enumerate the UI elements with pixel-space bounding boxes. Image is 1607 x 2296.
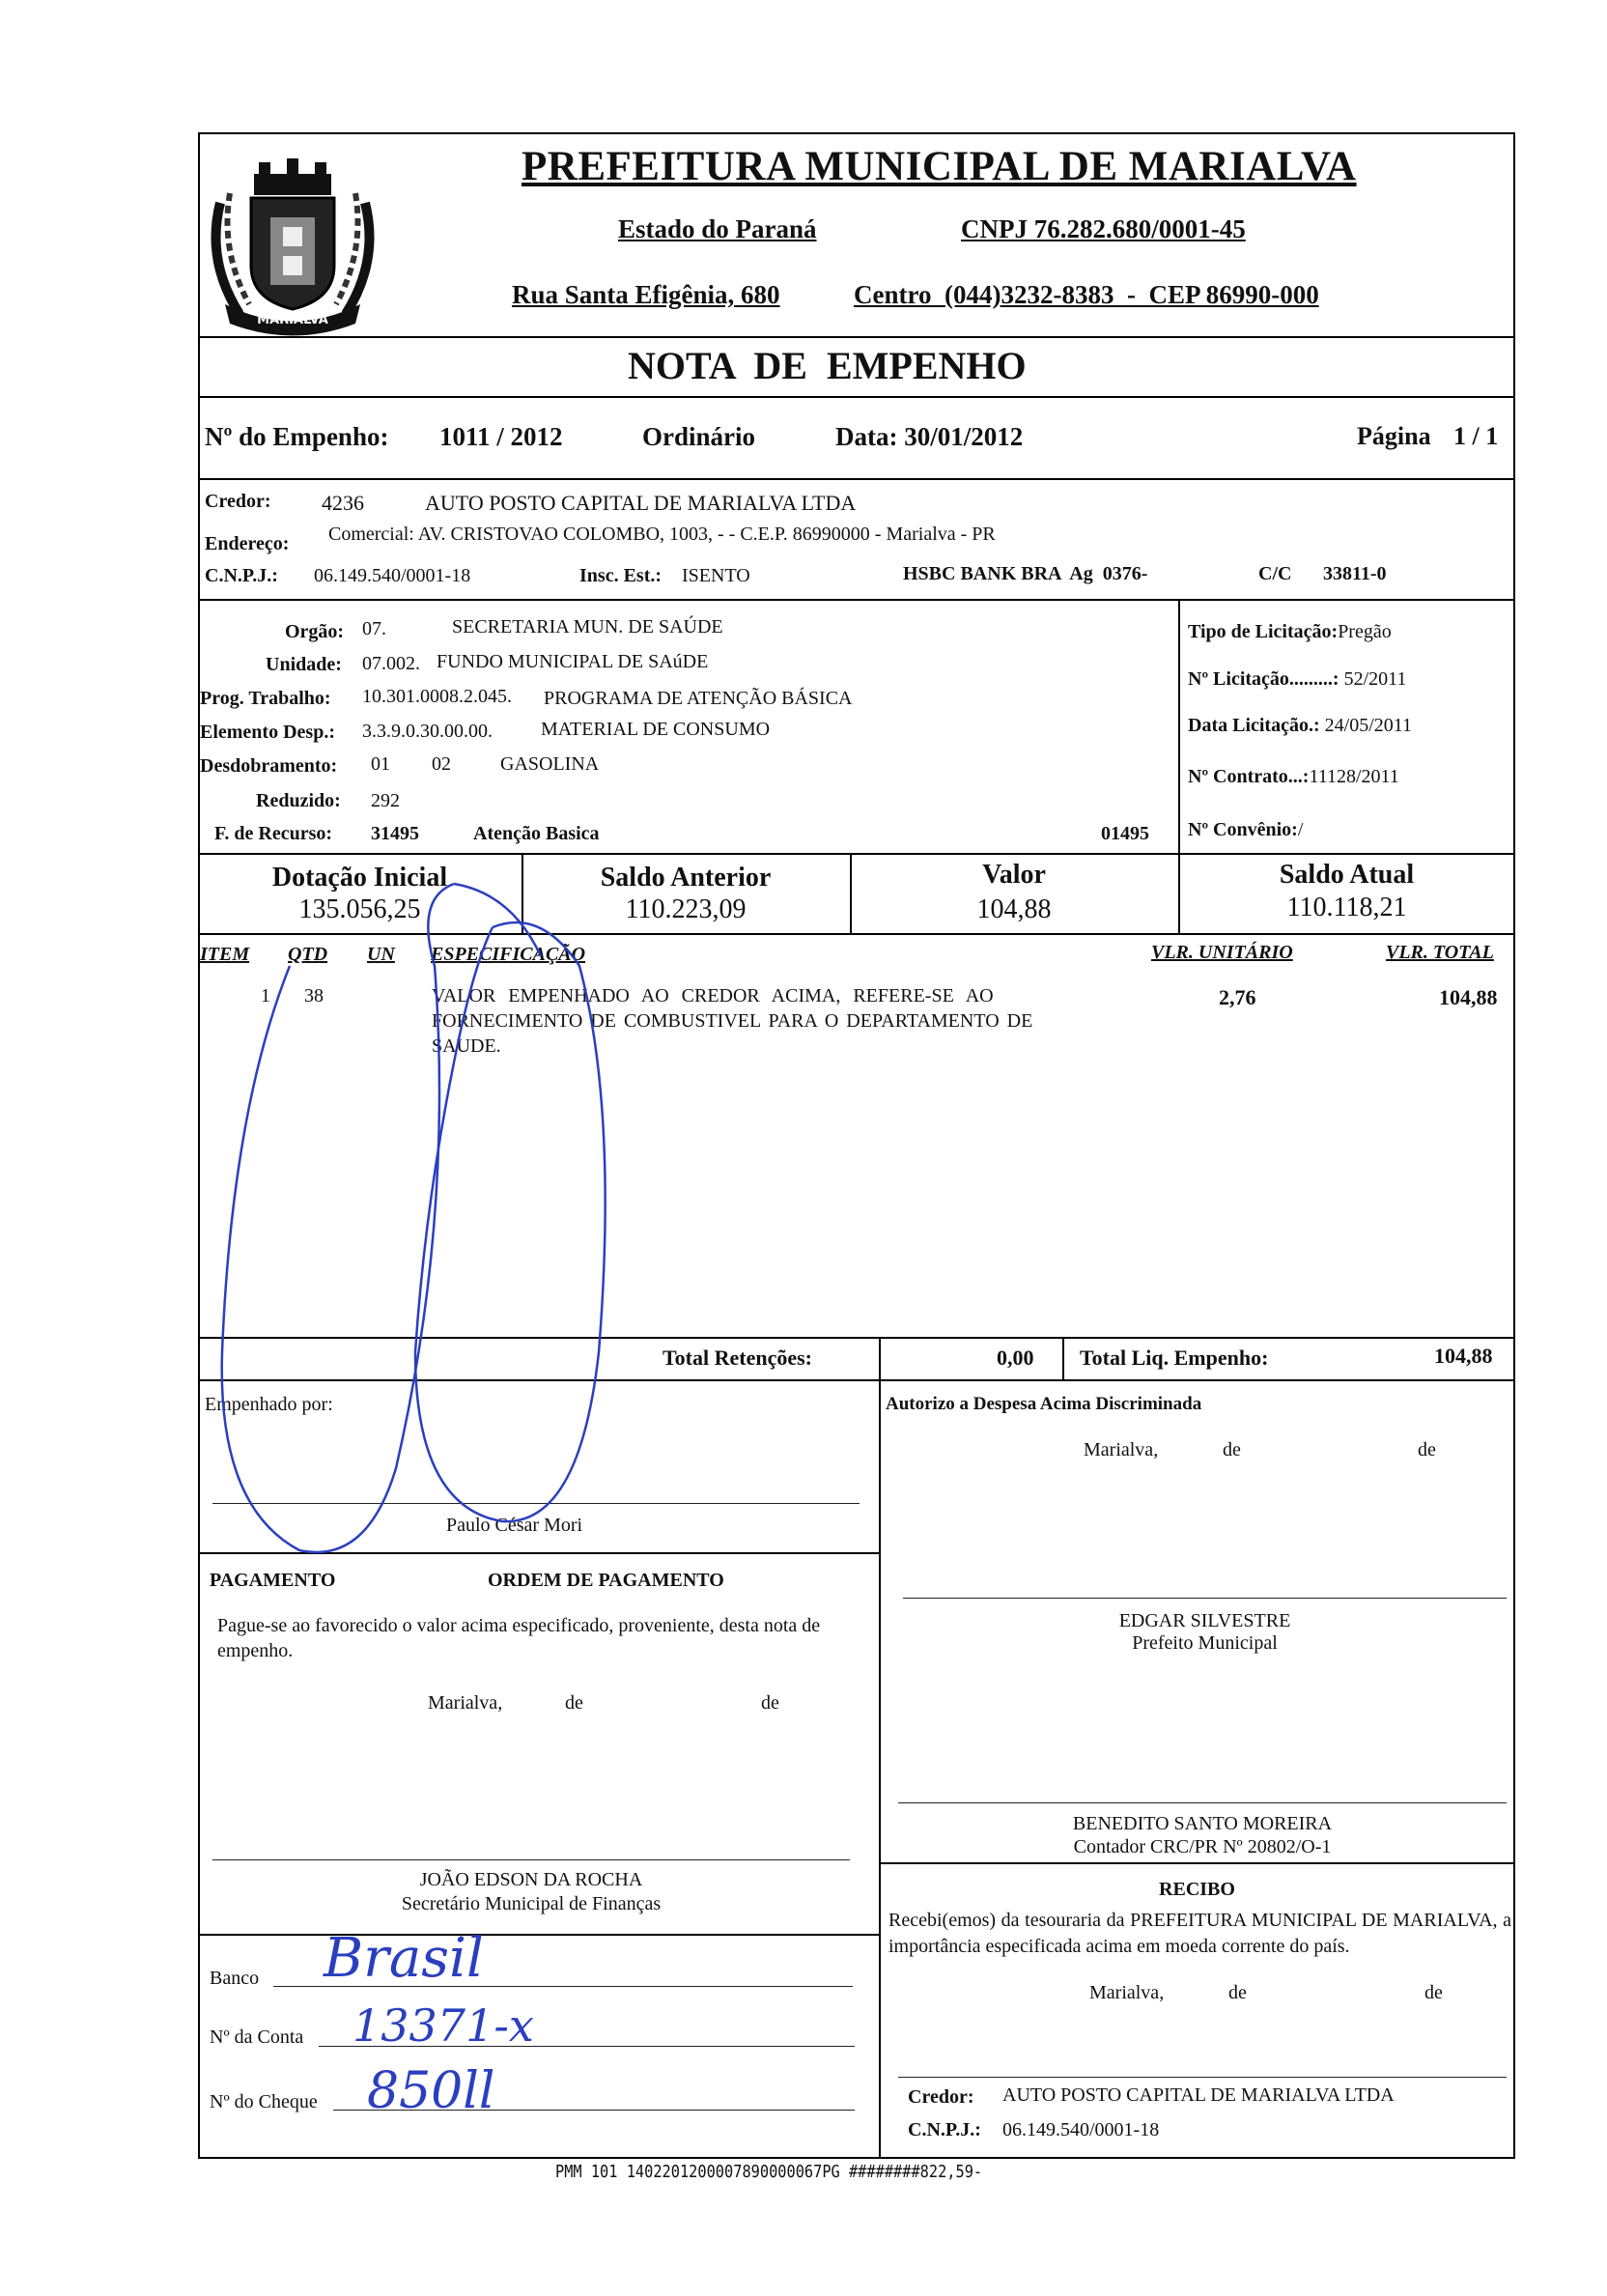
valor-value: 104,88 [976,894,1052,924]
empenhado-name: Paulo César Mori [446,1515,583,1536]
desdob-a: 01 [371,753,390,775]
prefeito-title: Prefeito Municipal [1132,1632,1278,1654]
valor-label: Valor [982,860,1046,890]
col-total: VLR. TOTAL [1386,942,1494,963]
elemento-label: Elemento Desp.: [200,722,335,743]
desdob-label: Desdobramento: [200,755,338,777]
licitacao-date-label: Data Licitação.: 24/05/2011 [1188,715,1413,736]
empenho-number-label: Nº do Empenho: [205,422,389,451]
reduzido-value: 292 [371,790,400,811]
orgao-label: Orgão: [285,621,345,642]
svg-text:MARIALVA: MARIALVA [257,313,328,327]
address-label: Rua Santa Efigênia, 680 [512,280,780,309]
banco-label: Banco [210,1968,260,1989]
pague-se-text: Pague-se ao favorecido o valor acima especificado, proveniente, desta nota de empenho. [217,1615,821,1661]
credor-cnpj-label: C.N.P.J.: [205,565,278,586]
cheque-handwritten: 850ll [367,2062,495,2120]
secretario-title: Secretário Municipal de Finanças [401,1893,662,1914]
secretario-name: JOÃO EDSON DA ROCHA [419,1869,643,1890]
banco-handwritten: Brasil [324,1927,484,1990]
retencoes-value: 0,00 [997,1346,1034,1370]
item-desc-3: SAUDE. [432,1035,501,1057]
cc-value: 33811-0 [1323,563,1387,584]
item-unit-value: 2,76 [1219,985,1256,1009]
recibo-de-1: de [1228,1982,1247,2003]
desdob-name: GASOLINA [500,753,600,775]
recibo-city: Marialva, [1089,1982,1165,2003]
convenio-label: Nº Convênio:/ [1188,819,1304,840]
saldo-anterior-label: Saldo Anterior [600,863,772,893]
footer-code: PMM 101 1402201200007890000067PG ########822,59- [555,2162,983,2182]
licitacao-type-label: Tipo de Licitação:Pregão [1188,621,1392,642]
recibo-cnpj: 06.149.540/0001-18 [1002,2119,1160,2140]
prog-name: PROGRAMA DE ATENÇÃO BÁSICA [544,688,853,709]
total-liquido-label: Total Liq. Empenho: [1080,1346,1269,1370]
recibo-cnpj-label: C.N.P.J.: [908,2119,981,2140]
desdob-b: 02 [432,753,451,775]
empenho-number: 1011 / 2012 [439,422,563,451]
conta-label: Nº da Conta [210,2027,304,2048]
prog-label: Prog. Trabalho: [200,688,331,709]
pagamento-label: PAGAMENTO [210,1570,336,1591]
unidade-label: Unidade: [266,654,342,675]
autorizo-city: Marialva, [1084,1439,1159,1460]
dotacao-inicial-value: 135.056,25 [298,894,421,924]
recibo-text: Recebi(emos) da tesouraria da PREFEITURA MUNICIPAL DE MARIALVA, a importância especificada acima em moeda corrente do país. [888,1910,1511,1957]
autorizo-de-1: de [1223,1439,1241,1460]
elemento-code: 3.3.9.0.30.00.00. [362,721,493,742]
total-liquido-value: 104,88 [1434,1344,1493,1368]
credor-name: AUTO POSTO CAPITAL DE MARIALVA LTDA [425,491,857,515]
document-title: NOTA DE EMPENHO [628,344,1027,387]
recibo-label: RECIBO [1159,1879,1235,1900]
elemento-name: MATERIAL DE CONSUMO [541,719,771,740]
autorizo-label: Autorizo a Despesa Acima Discriminada [886,1394,1202,1414]
recibo-credor-label: Credor: [908,2086,974,2108]
ordem-pagamento-label: ORDEM DE PAGAMENTO [488,1570,724,1591]
recurso-name: Atenção Basica [473,823,600,844]
empenhado-label: Empenhado por: [205,1394,333,1415]
dotacao-inicial-label: Dotação Inicial [271,863,448,893]
unidade-code: 07.002. [362,653,420,674]
recurso-label: F. de Recurso: [214,823,333,844]
col-unit: VLR. UNITÁRIO [1151,942,1293,963]
cnpj-label: CNPJ 76.282.680/0001-45 [961,214,1246,243]
credor-code: 4236 [322,491,364,515]
retencoes-label: Total Retenções: [663,1346,812,1370]
orgao-name: SECRETARIA MUN. DE SAÚDE [452,616,723,638]
municipality-title: PREFEITURA MUNICIPAL DE MARIALVA [522,144,1357,189]
credor-address-label: Endereço: [205,533,290,554]
empenho-type: Ordinário [642,422,756,451]
item-number: 1 [261,985,270,1006]
saldo-atual-label: Saldo Atual [1279,860,1415,890]
credor-cnpj: 06.149.540/0001-18 [314,565,471,586]
recibo-credor-name: AUTO POSTO CAPITAL DE MARIALVA LTDA [1002,2084,1395,2106]
credor-label: Credor: [205,491,271,512]
orgao-code: 07. [362,618,386,639]
item-desc-1: VALOR EMPENHADO AO CREDOR ACIMA, REFERE-SE AO [432,985,994,1006]
recurso-code: 31495 [371,823,419,844]
col-qtd: QTD [288,944,328,965]
contador-title: Contador CRC/PR Nº 20802/O-1 [1073,1836,1332,1857]
pagamento-de-1: de [565,1692,583,1714]
pagamento-de-2: de [761,1692,779,1714]
autorizo-de-2: de [1418,1439,1436,1460]
col-un: UN [367,944,395,965]
reduzido-label: Reduzido: [256,790,341,811]
cc-label: C/C [1258,563,1292,584]
item-desc-2: FORNECIMENTO DE COMBUSTIVEL PARA O DEPARTAMENTO DE [432,1010,1033,1032]
insc-value: ISENTO [682,565,750,586]
bank-info: HSBC BANK BRA Ag 0376- [903,563,1148,584]
recibo-de-2: de [1424,1982,1443,2003]
pagamento-city: Marialva, [428,1692,503,1714]
address-rest: Centro (044)3232-8383 - CEP 86990-000 [854,280,1319,309]
page-label: Página [1357,422,1431,450]
item-qtd: 38 [304,985,324,1006]
page-number: 1 / 1 [1453,422,1499,450]
contador-name: BENEDITO SANTO MOREIRA [1072,1813,1333,1834]
prog-code: 10.301.0008.2.045. [362,686,512,707]
licitacao-num-label: Nº Licitação.........: 52/2011 [1188,668,1407,690]
saldo-atual-value: 110.118,21 [1286,893,1407,922]
empenho-date: Data: 30/01/2012 [835,422,1024,451]
item-total-value: 104,88 [1439,985,1498,1009]
cheque-label: Nº do Cheque [210,2091,318,2112]
col-item: ITEM [200,944,250,965]
prefeito-name: EDGAR SILVESTRE [1118,1610,1291,1631]
recurso-right: 01495 [1101,823,1149,844]
unidade-name: FUNDO MUNICIPAL DE SAúDE [437,651,709,672]
contrato-label: Nº Contrato...:11128/2011 [1188,766,1399,787]
state-label: Estado do Paraná [618,214,817,243]
insc-label: Insc. Est.: [579,565,663,586]
credor-address: Comercial: AV. CRISTOVAO COLOMBO, 1003, - - C.E.P. 86990000 - Marialva - PR [328,524,996,545]
conta-handwritten: 13371-x [352,1999,534,2052]
saldo-anterior-value: 110.223,09 [625,894,747,924]
col-espec: ESPECIFICAÇÃO [431,944,586,965]
